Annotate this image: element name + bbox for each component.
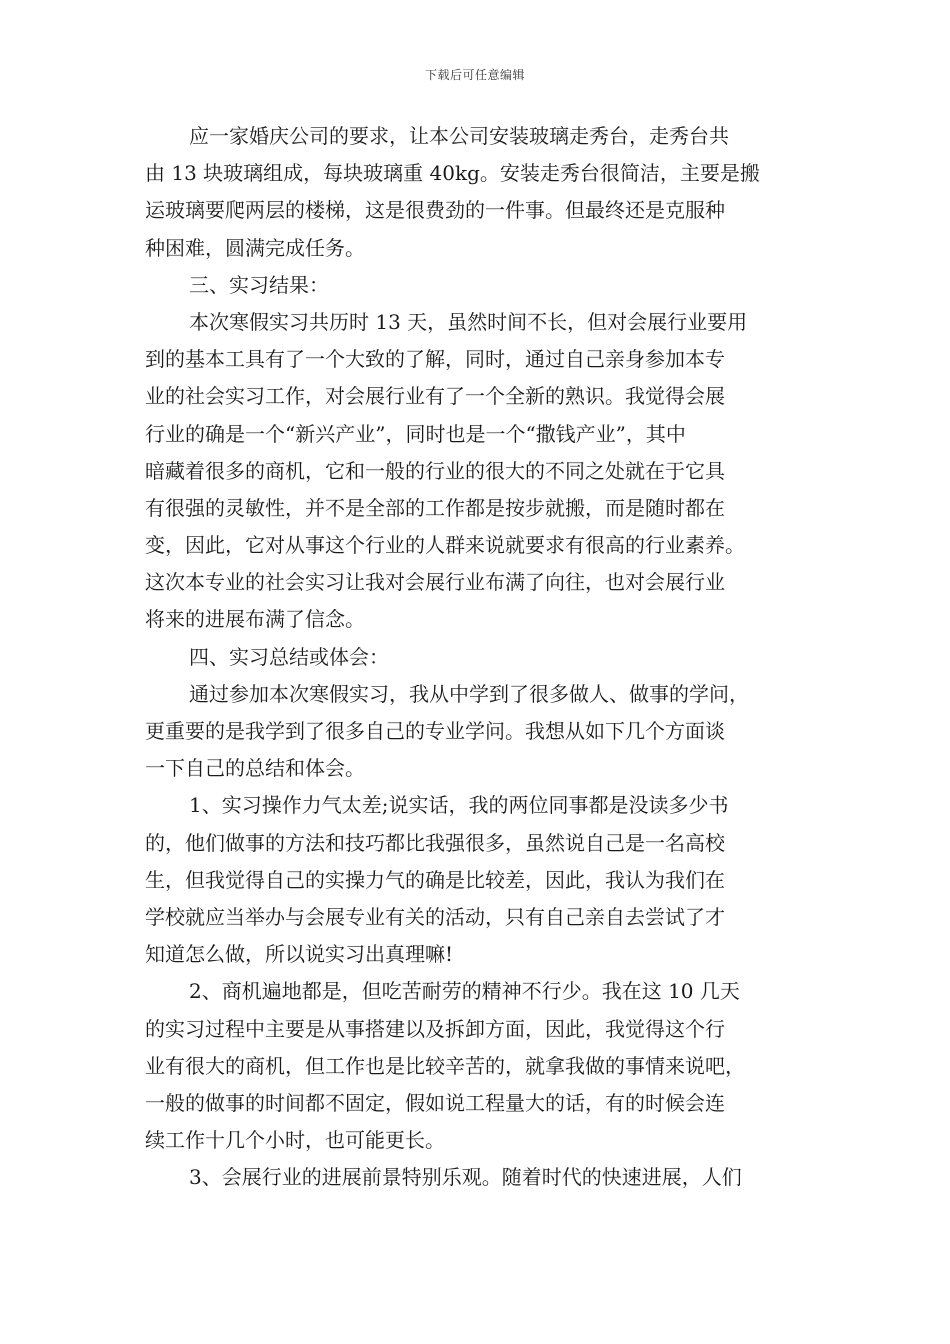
body-text-line: 运玻璃要爬两层的楼梯，这是很费劲的一件事。但最终还是克服种 (145, 198, 725, 223)
body-text-line: 有很强的灵敏性，并不是全部的工作都是按步就搬，而是随时都在 (145, 495, 725, 520)
body-text-line: 2、商机遍地都是，但吃苦耐劳的精神不行少。我在这 10 几天 (189, 979, 740, 1004)
body-text-line: 到的基本工具有了一个大致的了解，同时，通过自己亲身参加本专 (145, 347, 725, 372)
body-text-line: 的实习过程中主要是从事搭建以及拆卸方面，因此，我觉得这个行 (145, 1016, 725, 1041)
body-text-line: 变，因此，它对从事这个行业的人群来说就要求有很高的行业素养。 (145, 533, 745, 558)
body-text-line: 这次本专业的社会实习让我对会展行业布满了向往，也对会展行业 (145, 570, 725, 595)
body-text-line: 应一家婚庆公司的要求，让本公司安装玻璃走秀台，走秀台共 (189, 124, 729, 148)
body-text-line: 学校就应当举办与会展专业有关的活动，只有自己亲自去尝试了才 (145, 904, 725, 929)
body-text-line: 3、会展行业的进展前景特别乐观。随着时代的快速进展，人们 (189, 1165, 742, 1190)
body-text-line: 更重要的是我学到了很多自己的专业学问。我想从如下几个方面谈 (145, 719, 725, 743)
body-text-line: 暗藏着很多的商机，它和一般的行业的很大的不同之处就在于它具 (145, 458, 725, 483)
body-text-line: 一般的做事的时间都不固定，假如说工程量大的话，有的时候会连 (145, 1090, 725, 1115)
body-text-line: 三、实习结果： (189, 272, 329, 297)
body-text-line: 通过参加本次寒假实习，我从中学到了很多做人、做事的学问， (189, 681, 749, 706)
body-text-line: 续工作十几个小时，也可能更长。 (145, 1128, 445, 1153)
body-text-line: 本次寒假实习共历时 13 天，虽然时间不长，但对会展行业要用 (189, 309, 748, 334)
body-text-line: 的，他们做事的方法和技巧都比我强很多，虽然说自己是一名高校 (145, 830, 725, 855)
body-text-line: 业的社会实习工作，对会展行业有了一个全新的熟识。我觉得会展 (145, 384, 725, 409)
body-text-line: 行业的确是一个“新兴产业”，同时也是一个“撒钱产业”，其中 (145, 421, 686, 446)
body-text-line: 种困难，圆满完成任务。 (145, 235, 365, 260)
page-header-note: 下载后可任意编辑 (424, 68, 525, 82)
body-text-line: 一下自己的总结和体会。 (145, 756, 365, 781)
body-text-line: 四、实习总结或体会： (189, 644, 389, 669)
document-body (145, 118, 805, 1196)
body-text-line: 业有很大的商机，但工作也是比较辛苦的，就拿我做的事情来说吧， (145, 1053, 745, 1078)
body-text-line: 知道怎么做，所以说实习出真理嘛! (145, 942, 454, 967)
body-text-line: 由 13 块玻璃组成，每块玻璃重 40kg。安装走秀台很简洁，主要是搬 (145, 161, 760, 186)
body-text-line: 生，但我觉得自己的实操力气的确是比较差，因此，我认为我们在 (145, 867, 725, 892)
body-text-line: 1、实习操作力气太差;说实话，我的两位同事都是没读多少书 (189, 793, 729, 818)
body-text-line: 将来的进展布满了信念。 (145, 607, 365, 632)
